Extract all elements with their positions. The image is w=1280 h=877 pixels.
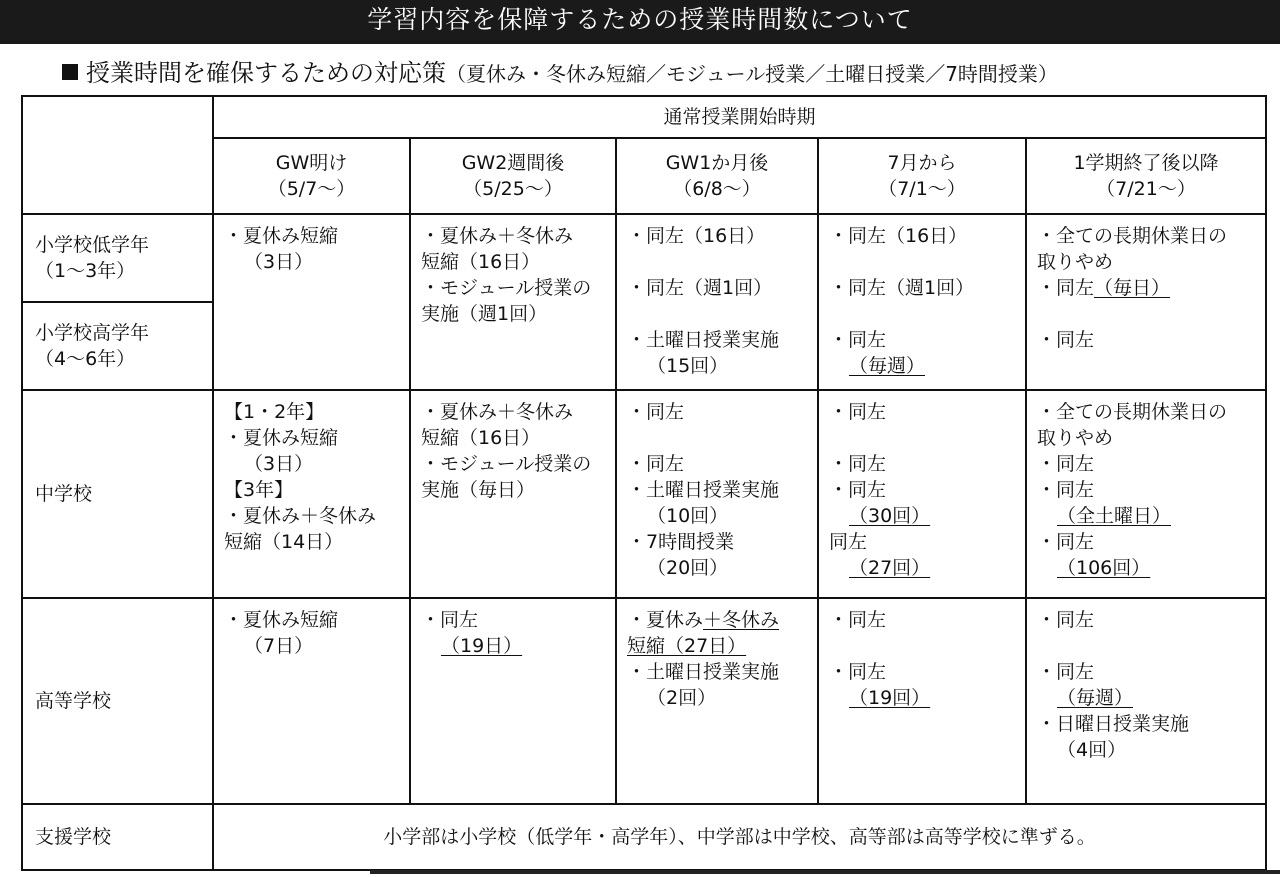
junior-cell-2: ・夏休み＋冬休み 短縮（16日） ・モジュール授業の 実施（毎日） bbox=[410, 390, 616, 598]
high-cell-3: ・夏休み＋冬休み 短縮（27日） ・土曜日授業実施 （2回） bbox=[616, 598, 818, 804]
header-col-1: GW明け （5/7〜） bbox=[213, 138, 410, 214]
row-head-elem-high: 小学校高学年 （4〜6年） bbox=[22, 302, 213, 390]
class-hours-table bbox=[21, 95, 1267, 871]
elem-cell-4: ・同左（16日） ・同左（週1回） ・同左 （毎週） bbox=[818, 214, 1026, 390]
high-cell-1: ・夏休み短縮 （7日） bbox=[213, 598, 410, 804]
subtitle-text: 授業時間を確保するための対応策 bbox=[86, 59, 446, 87]
junior-cell-4: ・同左 ・同左 ・同左 （30回） 同左 （27回） bbox=[818, 390, 1026, 598]
high-cell-4: ・同左 ・同左 （19回） bbox=[818, 598, 1026, 804]
high-cell-5: ・同左 ・同左 （毎週） ・日曜日授業実施 （4回） bbox=[1026, 598, 1266, 804]
elem-cell-5: ・全ての長期休業日の 取りやめ ・同左（毎日） ・同左 bbox=[1026, 214, 1266, 390]
row-head-elem-low: 小学校低学年 （1〜3年） bbox=[22, 214, 213, 302]
high-cell-2: ・同左 （19日） bbox=[410, 598, 616, 804]
corner-cell bbox=[22, 96, 213, 214]
page-title: 学習内容を保障するための授業時間数について bbox=[0, 0, 1280, 44]
junior-cell-3: ・同左 ・同左 ・土曜日授業実施 （10回） ・7時間授業 （20回） bbox=[616, 390, 818, 598]
square-bullet-icon bbox=[62, 64, 78, 80]
bottom-divider bbox=[370, 870, 1280, 874]
header-col-5: 1学期終了後以降 （7/21〜） bbox=[1026, 138, 1266, 214]
support-note: 小学部は小学校（低学年・高学年）、中学部は中学校、高等部は高等学校に準ずる。 bbox=[213, 804, 1266, 870]
header-col-4: 7月から （7/1〜） bbox=[818, 138, 1026, 214]
subtitle bbox=[62, 54, 1058, 94]
row-head-support: 支援学校 bbox=[22, 804, 213, 870]
junior-cell-5: ・全ての長期休業日の 取りやめ ・同左 ・同左 （全土曜日） ・同左 （106回） bbox=[1026, 390, 1266, 598]
header-col-2: GW2週間後 （5/25〜） bbox=[410, 138, 616, 214]
subtitle-note: （夏休み・冬休み短縮／モジュール授業／土曜日授業／7時間授業） bbox=[446, 62, 1058, 86]
header-group: 通常授業開始時期 bbox=[213, 96, 1266, 138]
elem-cell-3: ・同左（16日） ・同左（週1回） ・土曜日授業実施 （15回） bbox=[616, 214, 818, 390]
elem-cell-2: ・夏休み＋冬休み 短縮（16日） ・モジュール授業の 実施（週1回） bbox=[410, 214, 616, 390]
junior-cell-1: 【1・2年】 ・夏休み短縮 （3日） 【3年】 ・夏休み＋冬休み 短縮（14日） bbox=[213, 390, 410, 598]
row-head-high: 高等学校 bbox=[22, 598, 213, 804]
header-col-3: GW1か月後 （6/8〜） bbox=[616, 138, 818, 214]
elem-cell-1: ・夏休み短縮 （3日） bbox=[213, 214, 410, 390]
row-head-junior: 中学校 bbox=[22, 390, 213, 598]
